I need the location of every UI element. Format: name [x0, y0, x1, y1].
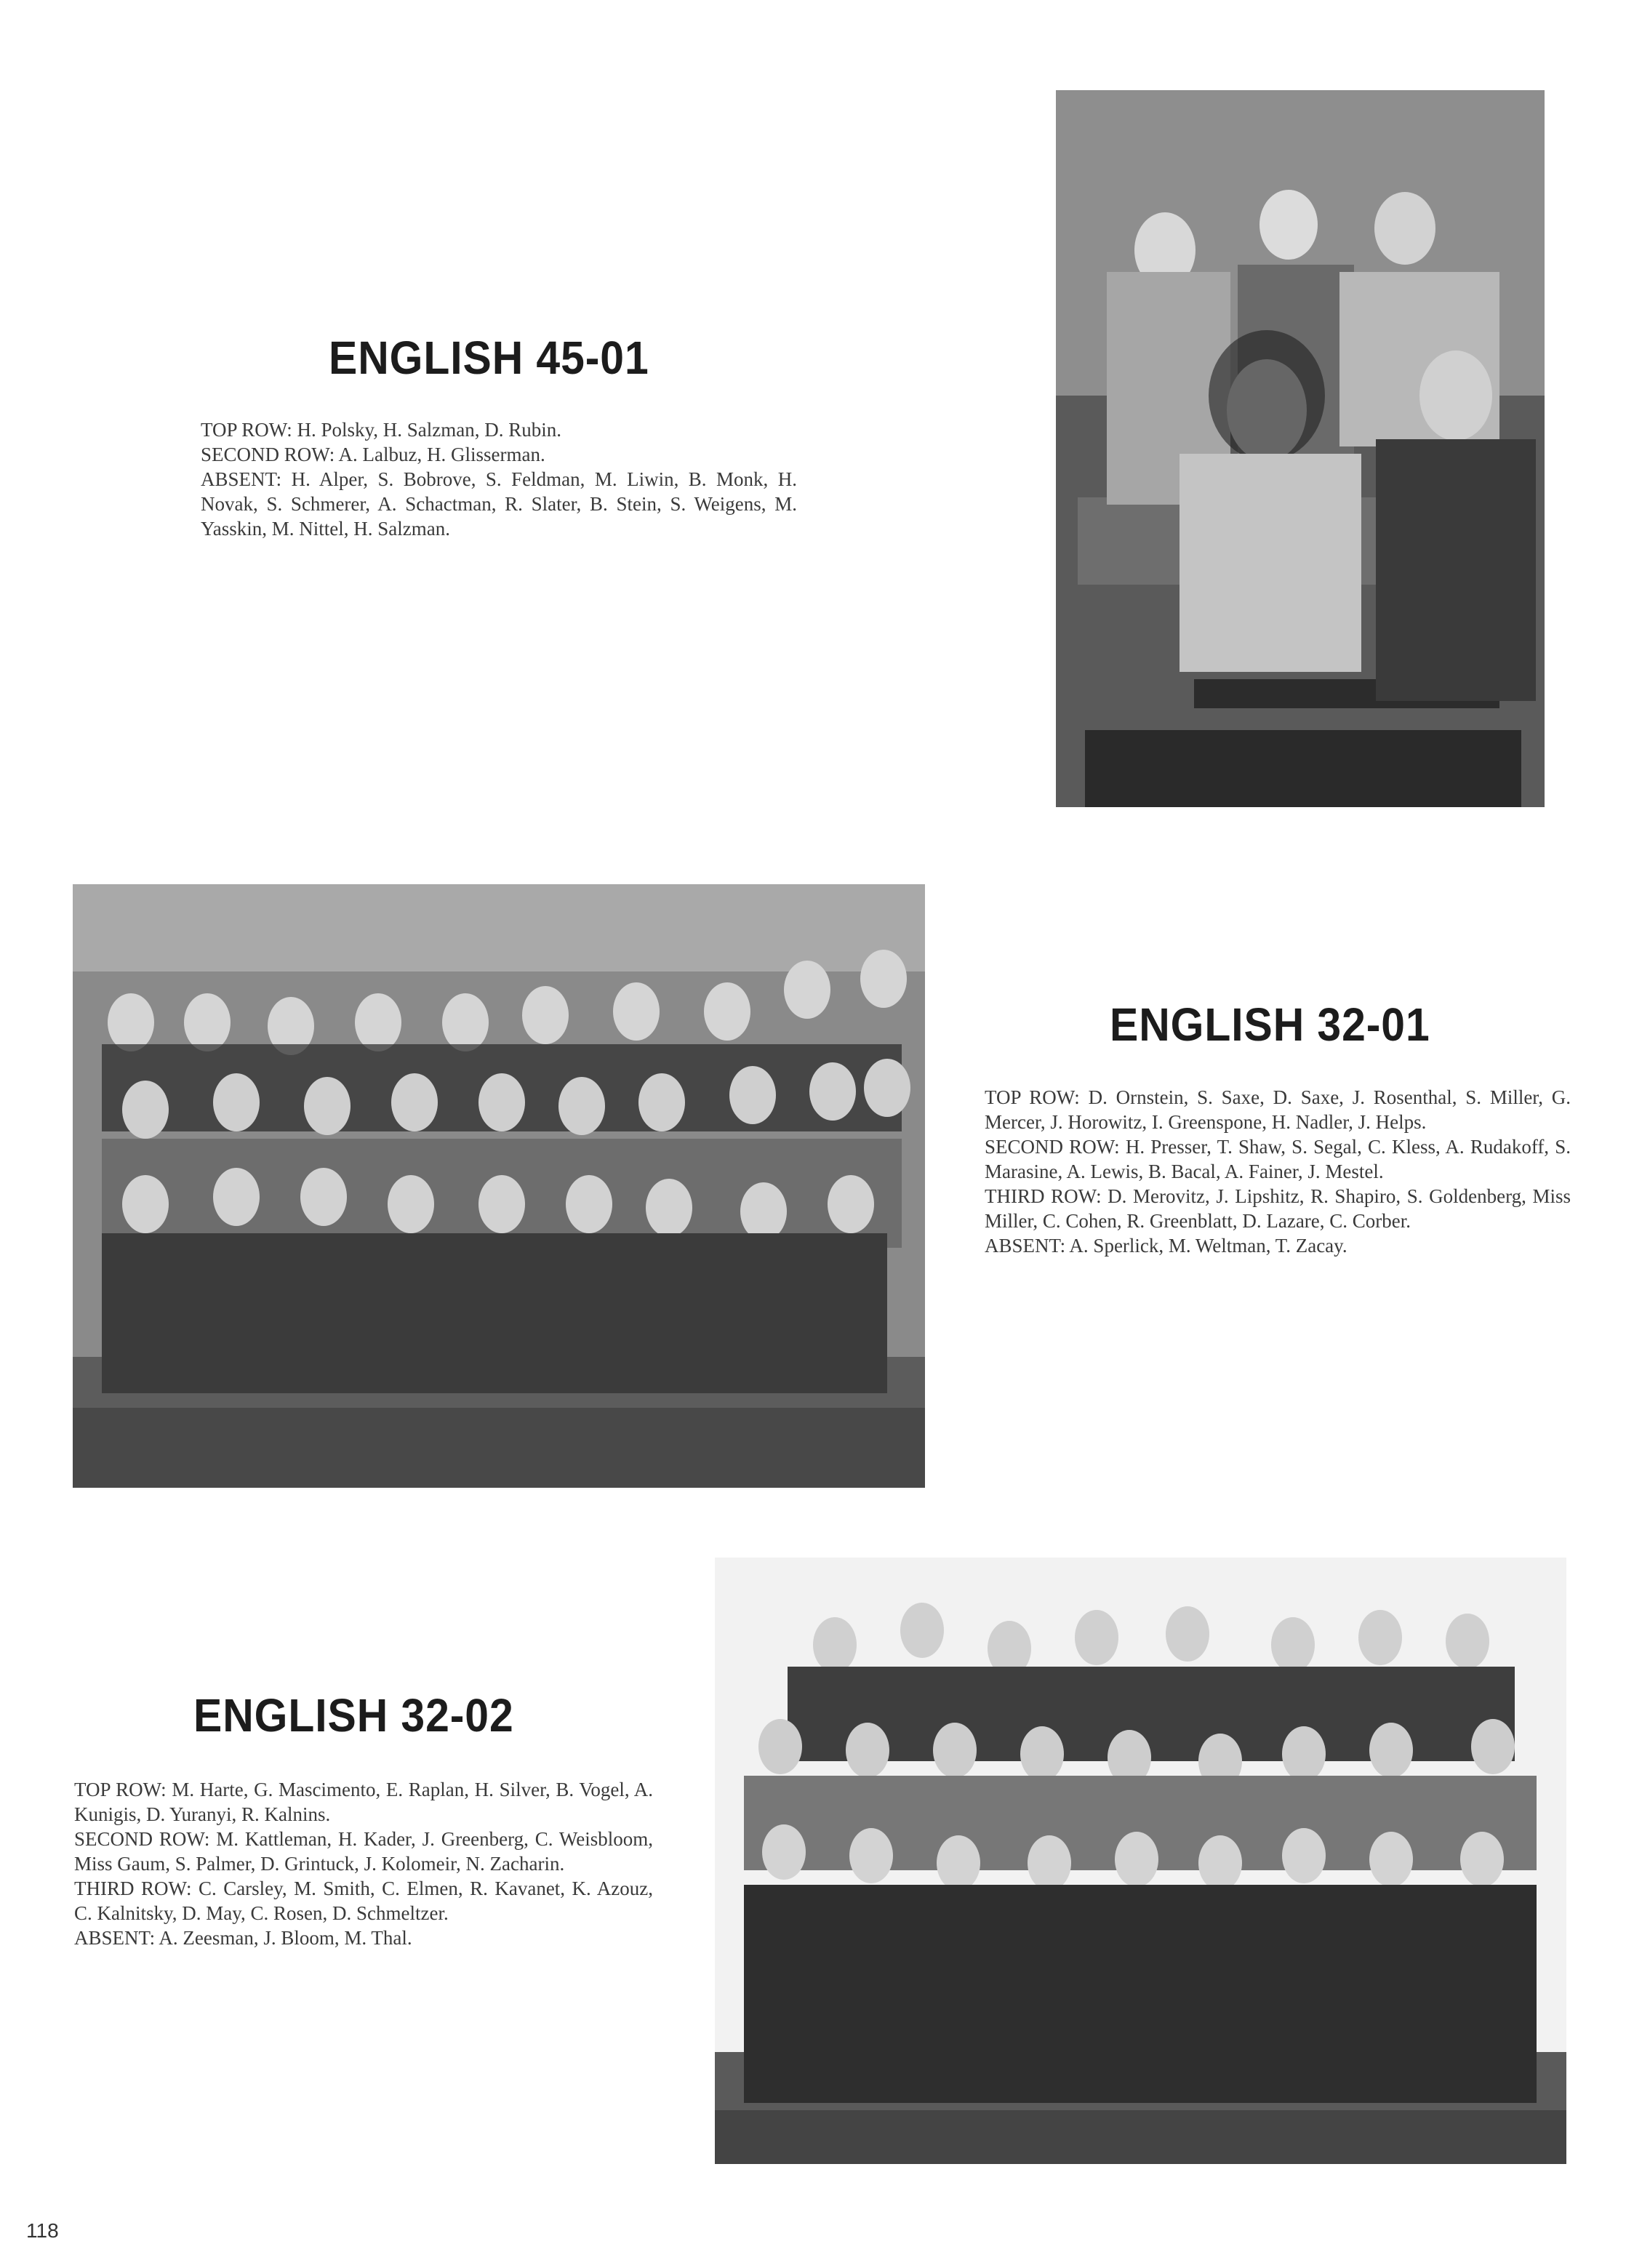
caption-line: THIRD ROW: D. Merovitz, J. Lipshitz, R. Shapiro, S. Goldenberg, Miss Miller, C. Cohen, R. Greenblatt, D. Lazare, C. Corber. — [985, 1185, 1571, 1232]
section-title-english-32-01: ENGLISH 32-01 — [1110, 998, 1430, 1051]
caption-line: SECOND ROW: A. Lalbuz, H. Glisserman. — [201, 444, 545, 465]
caption-line: ABSENT: A. Zeesman, J. Bloom, M. Thal. — [74, 1927, 412, 1949]
caption-line: ABSENT: A. Sperlick, M. Weltman, T. Zacay. — [985, 1235, 1347, 1257]
caption-line: SECOND ROW: H. Presser, T. Shaw, S. Segal, C. Kless, A. Rudakoff, S. Marasine, A. Lewis, B. Bacal, A. Fainer, J. Mestel. — [985, 1136, 1571, 1182]
class-photo-english-45-01 — [1056, 90, 1545, 807]
group-photo-icon — [715, 1558, 1566, 2164]
caption-english-32-02 — [74, 1777, 653, 1950]
caption-line: TOP ROW: D. Ornstein, S. Saxe, D. Saxe, J. Rosenthal, S. Miller, G. Mercer, J. Horowitz, I. Greenspone, H. Nadler, J. Helps. — [985, 1086, 1571, 1133]
caption-line: SECOND ROW: M. Kattleman, H. Kader, J. Greenberg, C. Weisbloom, Miss Gaum, S. Palmer, D. Grintuck, J. Kolomeir, N. Zacharin. — [74, 1828, 653, 1875]
group-photo-icon — [1056, 90, 1545, 807]
section-title-english-32-02: ENGLISH 32-02 — [193, 1689, 514, 1742]
caption-line: TOP ROW: M. Harte, G. Mascimento, E. Raplan, H. Silver, B. Vogel, A. Kunigis, D. Yuranyi, R. Kalnins. — [74, 1779, 653, 1825]
page-number: 118 — [26, 2219, 59, 2242]
caption-english-32-01 — [985, 1085, 1571, 1258]
caption-line: THIRD ROW: C. Carsley, M. Smith, C. Elmen, R. Kavanet, K. Azouz, C. Kalnitsky, D. May, C. Rosen, D. Schmeltzer. — [74, 1878, 653, 1924]
class-photo-english-32-02 — [715, 1558, 1566, 2164]
class-photo-english-32-01 — [73, 884, 925, 1488]
group-photo-icon — [73, 884, 925, 1488]
section-title-english-45-01: ENGLISH 45-01 — [329, 332, 649, 384]
caption-english-45-01 — [201, 417, 797, 541]
caption-line: ABSENT: H. Alper, S. Bobrove, S. Feldman, M. Liwin, B. Monk, H. Novak, S. Schmerer, A. Schactman, R. Slater, B. Stein, S. Weigens, M. Yasskin, M. Nittel, H. Salzman. — [201, 468, 797, 540]
caption-line: TOP ROW: H. Polsky, H. Salzman, D. Rubin. — [201, 419, 562, 441]
